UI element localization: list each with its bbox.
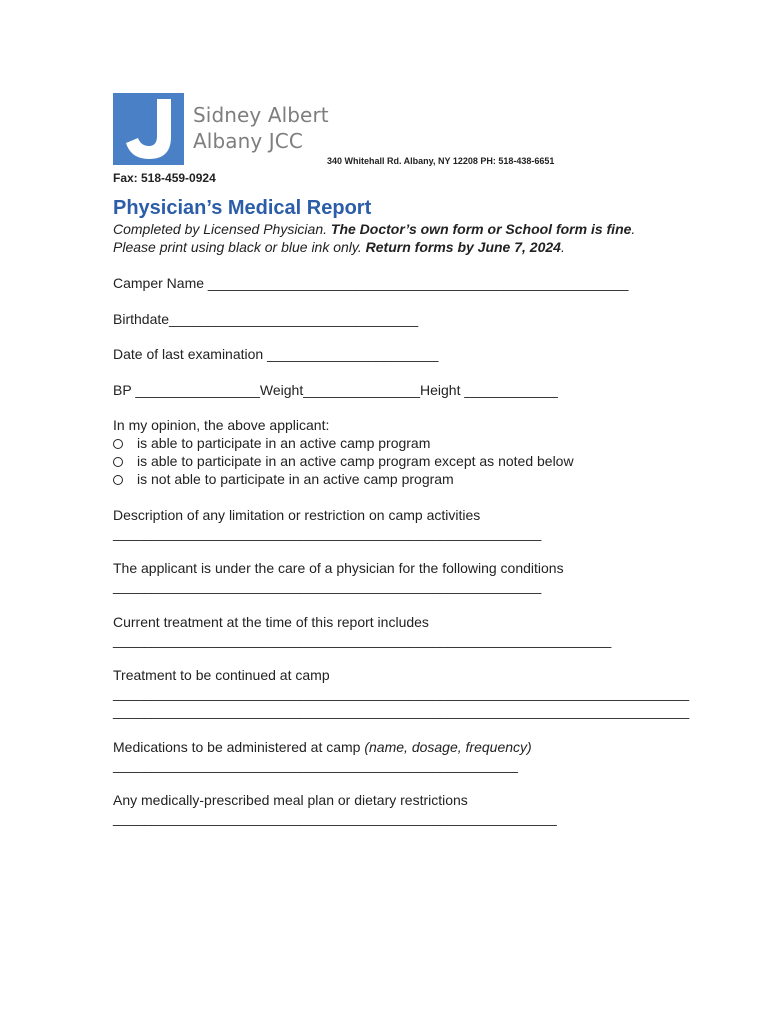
- meds-label-text: Medications to be administered at camp: [113, 739, 365, 755]
- option-label: is able to participate in an active camp program: [137, 435, 431, 451]
- radio-circle-icon[interactable]: [113, 439, 123, 449]
- fax-number: Fax: 518-459-0924: [113, 171, 216, 185]
- vitals-field[interactable]: BP ________________Weight_______________Height ____________: [113, 382, 558, 398]
- option-label: is able to participate in an active camp program except as noted below: [137, 453, 574, 469]
- option-able-except[interactable]: [113, 453, 574, 469]
- org-name-line2: Albany JCC: [193, 129, 303, 153]
- meds-label-hint: (name, dosage, frequency): [364, 739, 532, 755]
- treatment-input-line[interactable]: ________________________________________________________________: [113, 632, 612, 648]
- intro-line-2: [113, 239, 565, 255]
- org-name-line1: Sidney Albert: [193, 103, 329, 127]
- intro-line-1: [113, 221, 635, 237]
- care-input-line[interactable]: _______________________________________________________: [113, 578, 542, 594]
- diet-label: Any medically-prescribed meal plan or dietary restrictions: [113, 792, 468, 808]
- meds-input-line[interactable]: ____________________________________________________: [113, 757, 518, 773]
- treatment-label: Current treatment at the time of this report includes: [113, 614, 429, 630]
- jcc-logo-mark: [113, 93, 184, 165]
- option-label: is not able to participate in an active camp program: [137, 471, 454, 487]
- camper-name-field[interactable]: Camper Name ______________________________________________________: [113, 275, 629, 291]
- continue-label: Treatment to be continued at camp: [113, 667, 330, 683]
- intro-punct: .: [631, 221, 636, 237]
- option-not-able[interactable]: [113, 471, 454, 487]
- intro-emphasis: The Doctor’s own form or School form is fine: [330, 221, 632, 237]
- intro-punct: .: [560, 239, 565, 255]
- intro-text: Please print using black or blue ink only.: [113, 239, 366, 255]
- continue-input-line-2[interactable]: __________________________________________________________________________: [113, 703, 690, 719]
- care-label: The applicant is under the care of a physician for the following conditions: [113, 560, 564, 576]
- page-title: Physician’s Medical Report: [113, 197, 372, 219]
- option-able[interactable]: [113, 435, 430, 451]
- diet-input-line[interactable]: _________________________________________________________: [113, 810, 557, 826]
- continue-input-line-1[interactable]: __________________________________________________________________________: [113, 685, 690, 701]
- intro-text: Completed by Licensed Physician.: [113, 221, 331, 237]
- opinion-label: In my opinion, the above applicant:: [113, 417, 330, 433]
- radio-circle-icon[interactable]: [113, 475, 123, 485]
- meds-label: [113, 739, 532, 755]
- radio-circle-icon[interactable]: [113, 457, 123, 467]
- last-exam-field[interactable]: Date of last examination ______________________: [113, 346, 439, 362]
- limitation-label: Description of any limitation or restriction on camp activities: [113, 507, 481, 523]
- birthdate-field[interactable]: Birthdate________________________________: [113, 311, 419, 327]
- return-deadline: Return forms by June 7, 2024: [365, 239, 561, 255]
- limitation-input-line[interactable]: _______________________________________________________: [113, 525, 542, 541]
- letter-j-logo-icon: [113, 93, 184, 165]
- address-line: 340 Whitehall Rd. Albany, NY 12208 PH: 518-438-6651: [327, 156, 555, 166]
